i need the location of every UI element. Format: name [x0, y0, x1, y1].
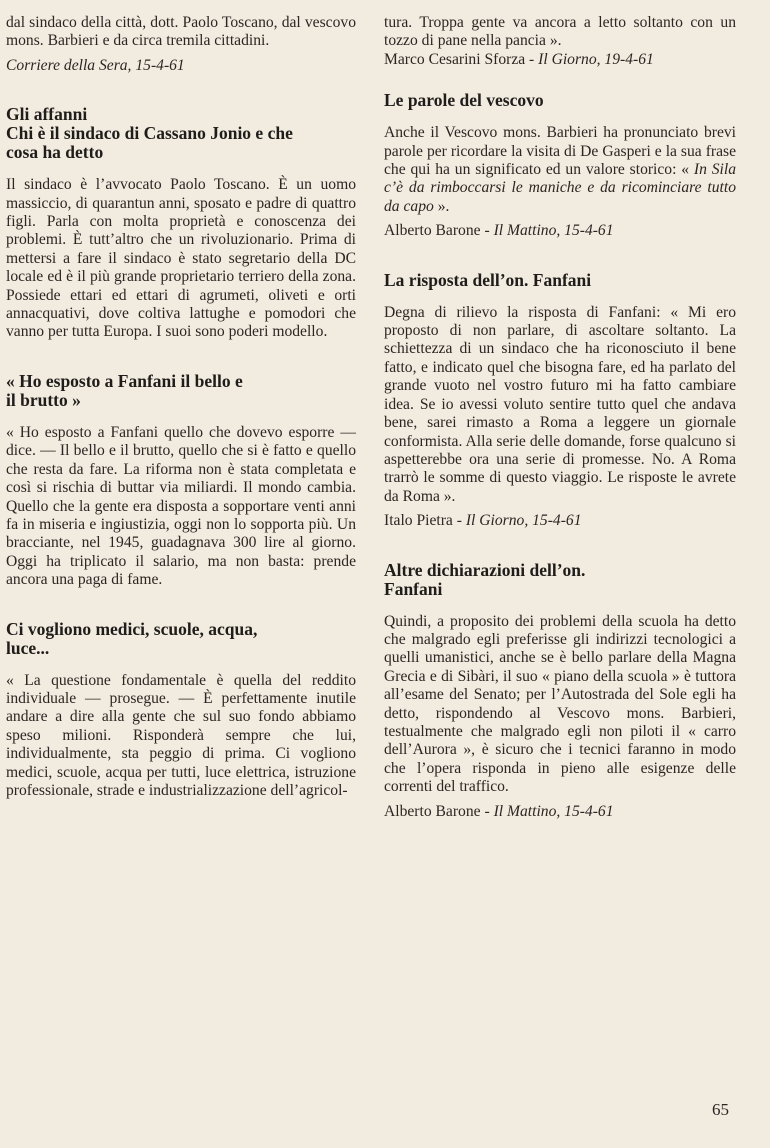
spacer — [6, 342, 356, 372]
spacer — [6, 410, 356, 424]
source-author: Italo Pietra - — [384, 512, 466, 530]
section-title-gli-affanni: Gli affanni — [6, 104, 88, 125]
spacer — [384, 599, 736, 613]
spacer — [384, 241, 736, 271]
spacer — [6, 75, 356, 105]
ho-esposto-paragraph: « Ho esposto a Fanfani quello che dovevo esporre — dice. — Il bello e il brutto, quello che si è fatto e quello che resta da fare. La riforma non è stata completata e così si rischia di buttar via miliardi. Il mondo cambia. Quello che la gente era disposta a sopportare venti anni fa in miseria e ingiustizia, oggi non lo sopporta più. Un bracciante, nel 1945, guadagnava 300 lire al giorno. Oggi ha triplicato il salario, ma non basta: prende ancora una paga di fame. — [6, 423, 356, 589]
page-number: 65 — [712, 1100, 729, 1119]
risposta-paragraph: Degna di rilievo la risposta di Fanfani: « Mi ero proposto di non parlare, di ascoltare soltanto. La schiettezza di un sindaco che ha riconosciuto il bene fatto, e indicato quel che bisogna fare, ed ha parlato del grande vuoto nel vostro futuro mi ha fatto cambiare idea. Se io avessi voluto sentire tutto quel che andava bene, sarei rimasto a Roma a leggere un giornale conformista. Alla serie delle domande, forse qualcuno si aspetterebbe ora una serie di promesse. No. A Roma trarrò le somme di questo viaggio. Le risposte le avrete da Roma ». — [384, 303, 736, 505]
altre-dichiarazioni-paragraph: Quindi, a proposito dei problemi della scuola ha detto che malgrado egli preferisse gli indirizzi tecnologici a quelli umanistici, anche se è bello parlare della Magna Grecia e di Sibàri, il suo « piano della scuola » è tuttora all’esame del Senato; per l’Autostrada del Sole egli ha detto, rispondendo al Vescovo mons. Barbieri, testualmente che malgrado egli non piloti il « carro dell’Aurora », è sicuro che i tecnici faranno in modo che l’opera risponda in pieno alle esigenze delle correnti del traffico. — [384, 612, 736, 796]
spacer — [384, 69, 736, 91]
section-title-vescovo: Le parole del vescovo — [384, 90, 544, 111]
vescovo-text-end: ». — [433, 197, 450, 215]
spacer — [6, 658, 356, 672]
continued-paragraph: tura. Troppa gente va ancora a letto soltanto con un tozzo di pane nella pancia ». — [384, 14, 736, 50]
source-publication: Il Mattino, 15-4-61 — [493, 802, 614, 820]
ci-vogliono-paragraph: « La questione fondamentale è quella del reddito individuale — prosegue. — È perfettamente inutile andare a dire alla gente che sul suo fondo abbiamo speso milioni. Risponderà sempre che lui, individualmente, sta peggio di prima. Ci vogliono medici, scuole, acqua per tutti, luce elettrica, istruzione professionale, strade e industrializzazione dell’agricol- — [6, 671, 356, 799]
section-subtitle-sindaco: Chi è il sindaco di Cassano Jonio e che cosa ha detto — [6, 123, 293, 163]
intro-paragraph: dal sindaco della città, dott. Paolo Toscano, dal vescovo mons. Barbieri e da circa tremila cittadini. — [6, 14, 356, 50]
source-publication: Il Giorno, 15-4-61 — [465, 512, 582, 530]
section-title-ci-vogliono: Ci vogliono medici, scuole, acqua, luce... — [6, 618, 258, 658]
section-title-altre-dichiarazioni: Altre dichiarazioni dell’on. Fanfani — [384, 559, 586, 599]
vescovo-quote: In Sila c’è da rimboccarsi le maniche e da ricominciare tutto da capo — [384, 161, 736, 215]
source-publication: Il Giorno, 19-4-61 — [538, 50, 654, 68]
cesarini-source — [384, 51, 736, 69]
intro-source: Corriere della Sera, 15-4-61 — [6, 56, 185, 74]
source-author: Alberto Barone - — [384, 802, 494, 820]
vescovo-paragraph — [384, 124, 736, 216]
spacer — [384, 531, 736, 561]
barone-source-1 — [384, 222, 736, 240]
sindaco-paragraph: Il sindaco è l’avvocato Paolo Toscano. È un uomo massiccio, di quarantun anni, sposato e padre di quattro figli. Parla con molta proprietà e conoscenza dei problemi. È tutt’altro che un rivoluzionario. Prima di mettersi a fare il sindaco è stato segretario della DC locale ed è il più grande proprietario terriero della zona. Possiede ettari ed ettari di agrumeti, oliveti e orti annacquativi, dove coltiva lattughe e pomodori che vanno per tutta Europa. I suoi sono poderi modello. — [6, 176, 356, 341]
source-author: Marco Cesarini Sforza - — [384, 50, 539, 68]
right-column — [384, 14, 736, 821]
left-column — [6, 14, 356, 800]
pietra-source — [384, 512, 736, 530]
source-author: Alberto Barone - — [384, 222, 494, 240]
barone-source-2 — [384, 803, 736, 821]
section-title-ho-esposto: « Ho esposto a Fanfani il bello e il brutto » — [6, 370, 243, 410]
source-publication: Il Mattino, 15-4-61 — [493, 222, 614, 240]
spacer — [384, 110, 736, 124]
spacer — [384, 290, 736, 304]
section-title-risposta-fanfani: La risposta dell’on. Fanfani — [384, 269, 592, 290]
vescovo-text: Anche il Vescovo mons. Barbieri ha pronunciato brevi parole per ricordare la visita di De Gasperi e la sua frase che qui ha un significato ed un valore storico: « — [384, 124, 736, 179]
spacer — [6, 162, 356, 176]
spacer — [6, 590, 356, 620]
